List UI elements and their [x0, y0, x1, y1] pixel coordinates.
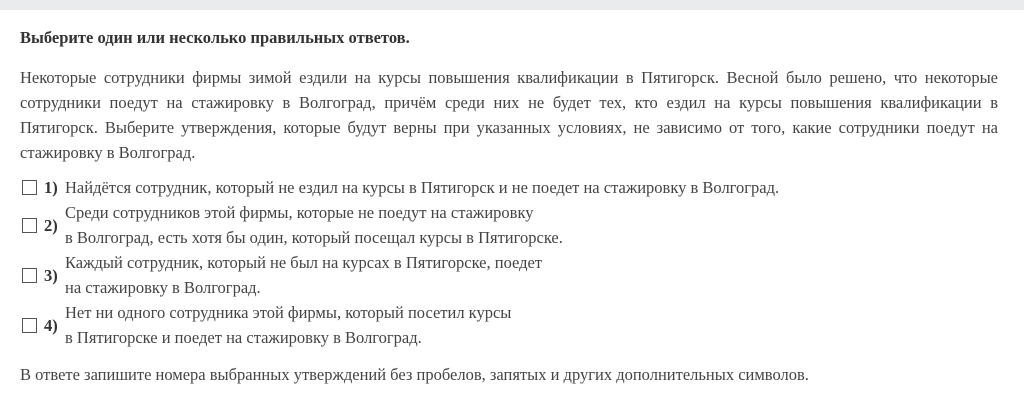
option-1-text: [65, 175, 779, 200]
task-content: [20, 10, 998, 387]
option-1-checkbox[interactable]: [22, 180, 37, 195]
option-3[interactable]: [20, 250, 998, 300]
option-3-line-2: на стажировку в Волгоград.: [65, 278, 261, 297]
option-4[interactable]: [20, 300, 998, 350]
option-3-number: 3): [44, 265, 58, 285]
answer-instruction: В ответе запишите номера выбранных утверждений без пробелов, запятых и других дополнительных символов.: [20, 365, 809, 384]
option-3-text: [65, 250, 542, 300]
option-4-number: 4): [44, 315, 58, 335]
option-4-line-2: в Пятигорске и поедет на стажировку в Волгоград.: [65, 328, 422, 347]
option-3-checkbox[interactable]: [22, 268, 37, 283]
option-1-line-1: Найдётся сотрудник, который не ездил на курсы в Пятигорск и не поедет на стажировку в Волгоград.: [65, 178, 780, 197]
option-1-number: 1): [44, 178, 58, 197]
answer-options: [20, 175, 998, 350]
option-2[interactable]: [20, 200, 998, 250]
option-4-text: [65, 300, 511, 350]
option-1[interactable]: [20, 175, 998, 200]
option-4-line-1: Нет ни одного сотрудника этой фирмы, который посетил курсы: [65, 303, 512, 322]
option-2-line-1: Среди сотрудников этой фирмы, которые не поедут на стажировку: [65, 203, 534, 222]
option-2-number: 2): [44, 215, 58, 235]
option-2-checkbox[interactable]: [22, 218, 37, 233]
top-bar: [0, 0, 1024, 10]
option-2-line-2: в Волгоград, есть хотя бы один, который посещал курсы в Пятигорске.: [65, 228, 563, 247]
question-text: Некоторые сотрудники фирмы зимой ездили на курсы повышения квалификации в Пятигорск. Весной было решено, что некоторые сотрудники поедут на стажировку в Волгоград, причём среди них не будет тех, кто ездил на курсы повышения квалификации в Пятигорск. Выберите утверждения, которые будут верны при указанных условиях, не зависимо от того, какие сотрудники поедут на стажировку в Волгоград.: [20, 68, 998, 162]
option-3-line-1: Каждый сотрудник, который не был на курсах в Пятигорске, поедет: [65, 253, 543, 272]
task-instruction: Выберите один или несколько правильных ответов.: [20, 28, 410, 47]
option-4-checkbox[interactable]: [22, 318, 37, 333]
option-2-text: [65, 200, 563, 250]
